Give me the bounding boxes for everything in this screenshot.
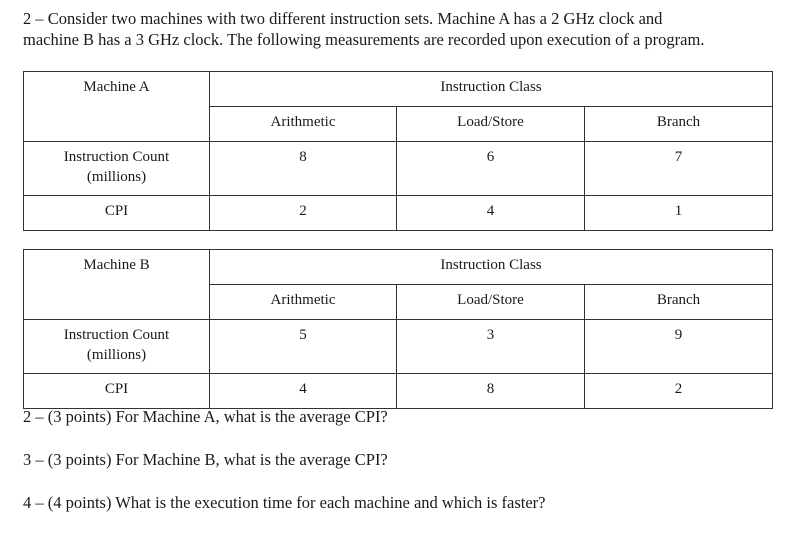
instruction-count-label: [24, 320, 210, 374]
cpi-load-store: 8: [397, 374, 585, 409]
cpi-label: CPI: [24, 196, 210, 231]
ic-load-store: 3: [397, 320, 585, 374]
table-header-row: [24, 72, 773, 107]
machine-name-cell: Machine B: [24, 250, 210, 320]
cpi-arithmetic: 2: [210, 196, 397, 231]
ic-branch: 7: [585, 142, 773, 196]
instruction-count-label-line-2: (millions): [86, 347, 147, 363]
instruction-count-label-line-1: Instruction Count: [63, 149, 170, 165]
instruction-count-row: [24, 142, 773, 196]
class-load-store: Load/Store: [397, 285, 585, 320]
cpi-label: CPI: [24, 374, 210, 409]
problem-intro-line-1: 2 – Consider two machines with two different instruction sets. Machine A has a 2 GHz clock and: [23, 9, 663, 28]
cpi-branch: 1: [585, 196, 773, 231]
question-2: 2 – (3 points) For Machine A, what is the average CPI?: [23, 407, 388, 426]
cpi-load-store: 4: [397, 196, 585, 231]
cpi-arithmetic: 4: [210, 374, 397, 409]
class-branch: Branch: [585, 107, 773, 142]
ic-branch: 9: [585, 320, 773, 374]
question-4: 4 – (4 points) What is the execution time for each machine and which is faster?: [23, 493, 546, 512]
machine-name-cell: Machine A: [24, 72, 210, 142]
problem-intro-line-2: machine B has a 3 GHz clock. The following measurements are recorded upon execution of a program.: [23, 30, 705, 49]
question-list: [23, 406, 545, 535]
instruction-count-label-line-1: Instruction Count: [63, 327, 170, 343]
instruction-class-header: Instruction Class: [210, 250, 773, 285]
class-arithmetic: Arithmetic: [210, 107, 397, 142]
problem-statement: [23, 8, 783, 50]
ic-arithmetic: 8: [210, 142, 397, 196]
table-header-row: [24, 250, 773, 285]
instruction-count-row: [24, 320, 773, 374]
ic-arithmetic: 5: [210, 320, 397, 374]
instruction-count-label-line-2: (millions): [86, 169, 147, 185]
question-3: 3 – (3 points) For Machine B, what is the average CPI?: [23, 450, 388, 469]
class-load-store: Load/Store: [397, 107, 585, 142]
cpi-branch: 2: [585, 374, 773, 409]
class-arithmetic: Arithmetic: [210, 285, 397, 320]
class-branch: Branch: [585, 285, 773, 320]
machine-b-table: [23, 249, 773, 409]
cpi-row: [24, 196, 773, 231]
cpi-row: [24, 374, 773, 409]
ic-load-store: 6: [397, 142, 585, 196]
instruction-count-label: [24, 142, 210, 196]
instruction-class-header: Instruction Class: [210, 72, 773, 107]
machine-a-table: [23, 71, 773, 231]
